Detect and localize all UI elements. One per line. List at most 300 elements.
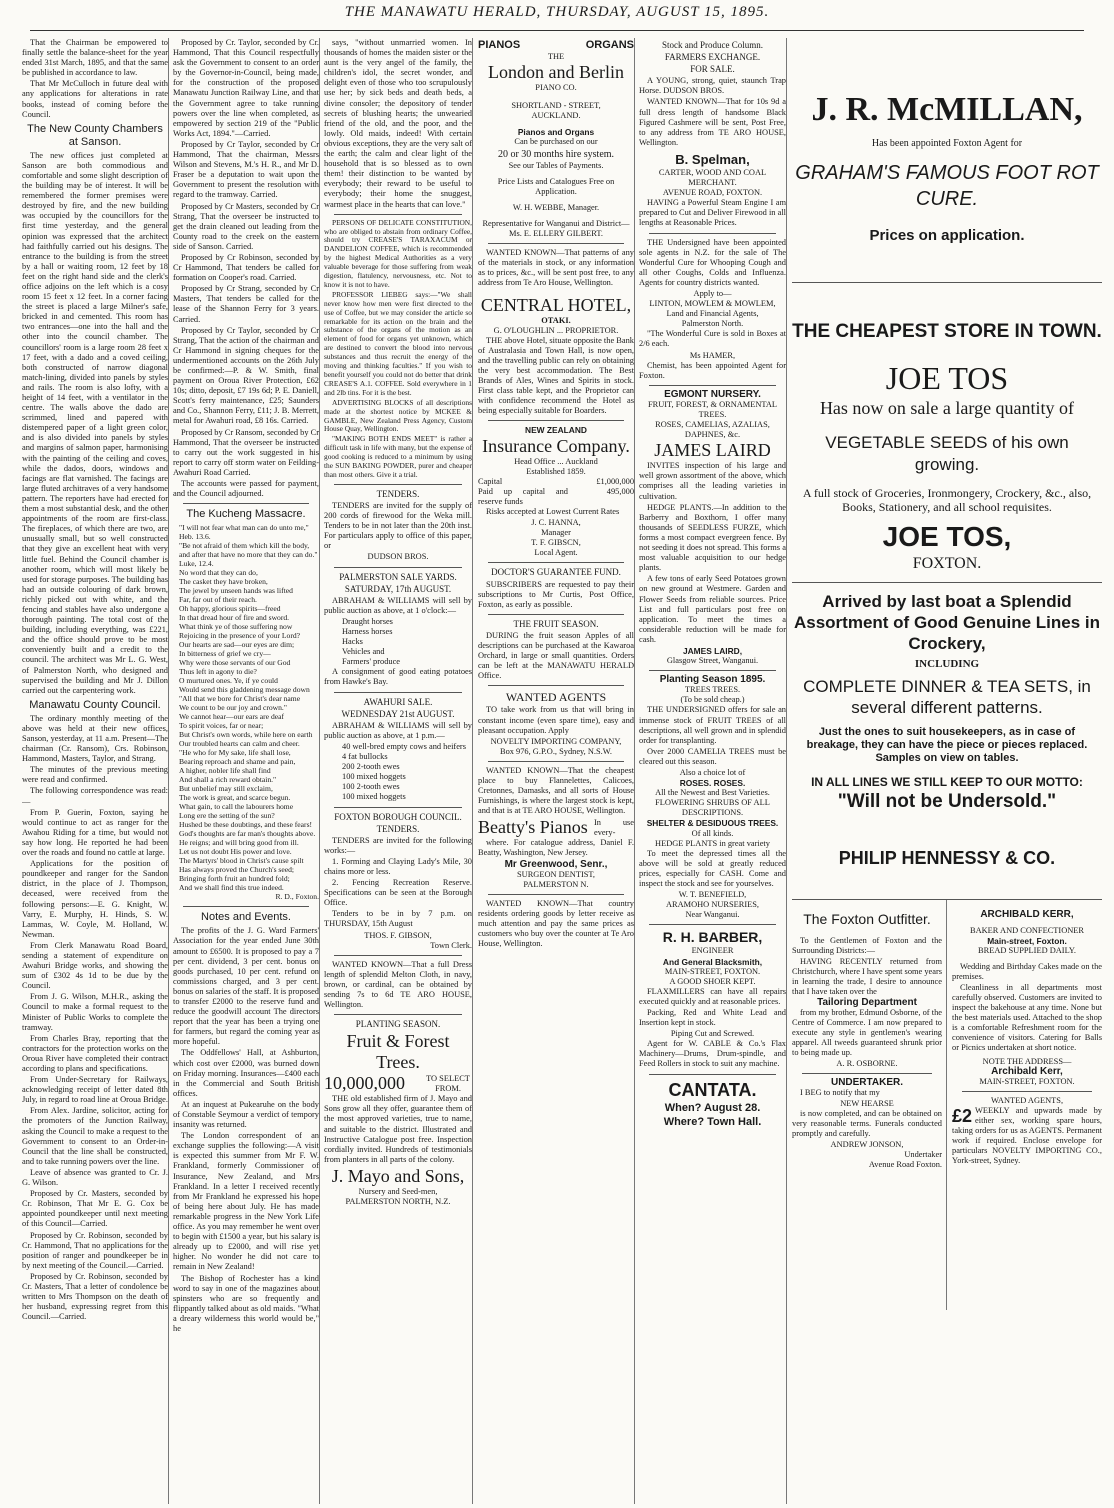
foxton: FOXTON. (912, 555, 982, 572)
divider (334, 955, 462, 956)
piano-co: PIANO CO. (535, 83, 577, 93)
mayo-sub: Nursery and Seed-men, (358, 1186, 438, 1196)
newest: All the Newest and Best Varieties. (655, 788, 770, 798)
awahuri-heading: AWAHURI SALE. (363, 696, 433, 707)
list-item: 4 fat bullocks (342, 752, 388, 762)
divider (488, 562, 624, 563)
sale-yards-heading: PALMERSTON SALE YARDS. (339, 571, 457, 582)
arrived: Arrived by last boat a Splendid Assortment of Good Genuine Lines in Crockery, (793, 592, 1101, 653)
list-item: To spirit voices, far or near; (179, 721, 264, 731)
on-sale: Has now on sale a large quantity of (819, 398, 1075, 418)
mcmillan: J. R. McMILLAN, (811, 91, 1083, 128)
main-street-2: MAIN-STREET, FOXTON. (979, 1077, 1075, 1086)
hamer: Ms HAMER, (689, 350, 736, 360)
tenders-heading: TENDERS. (376, 488, 420, 499)
spelman: B. Spelman, (675, 151, 750, 167)
hotel-text: THE above Hotel, situate opposite the Bank of Australasia and Town Hall, is now open, and the travelling public can rely on obtaining the very best accommodation. The Best Brands of Ales, Wines and Spirits in stock. First class table kept, and the Proprietor can with confidence recommend the Hotel as being especially suitable for Boarders. (478, 335, 634, 416)
divider (334, 484, 462, 485)
undertaker-role: Undertaker (904, 1150, 942, 1159)
list-item: Has always proved the Church's seed; (179, 865, 295, 875)
central-hotel: CENTRAL HOTEL, (480, 294, 632, 315)
land: Land and Financial Agents, (666, 309, 759, 319)
article-text: Proposed by Cr Taylor, seconded by Cr Hammond, That the chairman, Messrs Wilson and Stevens, M.'s H. R., and Mr D. Fraser be a deputation to wait upon the Government to present the resolution with regard to the tramway. Carried. (173, 139, 319, 200)
shelter: SHELTER & DESIDUOUS TREES. (646, 818, 779, 829)
completed: is now completed, and can be obtained on very reasonable terms. Funerals conducted promptly and carefully. (792, 1109, 942, 1138)
borough-text: 1. Forming and Claying Lady's Mile, 30 chains more or less. (324, 856, 472, 876)
headline-county-council: Manawatu County Council. (29, 698, 161, 711)
list-item: But unbelief may still exclaim, (179, 784, 273, 794)
glasgow: Glasgow Street, Wanganui. (666, 656, 759, 666)
list-item: Our hearts are sad—our eyes are dim; (179, 640, 295, 650)
article-text: From Charles Bray, reporting that the contractors for the protection works on the Oroua River have completed their contract according to plans and specifications. (22, 1033, 168, 1073)
list-item: What think ye of those suffering now (179, 622, 293, 632)
depressed: To meet the depressed times all the above will be sold at greatly reduced prices, especially for CASH. Come and inspect the stock and see for yourselves. (639, 848, 786, 889)
list-item: O murtured ones. Ye, if ye could (179, 676, 278, 686)
list-item: A higher, nobler life shall find (179, 766, 271, 776)
poem-author: R. D., Foxton. (275, 892, 319, 902)
head-office: Head Office ... Auckland (514, 456, 598, 466)
divider (802, 1073, 932, 1074)
wanted-known: WANTED KNOWN—That patterns of any of the materials in stock, or any information as to prices, &c., will be sent post free, to any address from Te Aro House, Wellington. (478, 248, 634, 288)
divider (649, 385, 776, 386)
where: Where? Town Hall. (663, 1115, 762, 1128)
outfitter: The Foxton Outfitter. (803, 911, 931, 927)
undersigned: THE UNDERSIGNED offers for sale an immense stock of FRUIT TREES of all descriptions, all well grown and in splendid order for transplanting. (639, 705, 786, 745)
list-item: What gain, to call the labourers home (179, 802, 294, 812)
undertaker: UNDERTAKER. (830, 1077, 904, 1088)
article-text: The Oddfellows' Hall, at Ashburton, which cost over £2000, was burned down on Friday morning. Insurances—£400 each in the Commercial and South British offices. (173, 1048, 319, 1098)
cure: "The Wonderful Cure is sold in Boxes at 2/6 each. (639, 329, 786, 349)
column-3 (324, 38, 473, 1504)
divider (792, 282, 1102, 283)
beatty-text: where. For catalogue address, Daniel F. Beatty, Washington, New Jersey. (478, 838, 634, 858)
divider (488, 894, 624, 895)
divider (962, 1091, 1092, 1092)
borough-text: 2. Fencing Recreation Reserve. Specifications can be seen at the Borough Office. (324, 878, 472, 908)
joe-tos-2: JOE TOS, (882, 521, 1012, 552)
po-text: Can be purchased on our (514, 137, 598, 147)
general: And General Blacksmith, (662, 956, 763, 967)
list-item: The jewel by unseen hands was lifted (179, 586, 293, 596)
organs-label: ORGANS (585, 39, 634, 51)
article-text: Applications for the position of poundkeeper and ranger for the Sandon district, in the place of J. Thompson, deceased, were received from the following persons:—E. G. Knight, W. Varry, E. Murphy, H. Hinds, S. W. Lammas, W. Coyle, M. Holland, W. Newman. (22, 859, 168, 939)
doctors-text: SUBSCRIBERS are requested to pay their subscriptions to Mr Curtis, Post Office, Foxton, as early as possible. (478, 579, 634, 609)
list-item: Let us not doubt His power and love. (179, 847, 292, 857)
headline-county-chambers: The New County Chambers at Sanson. (27, 122, 163, 148)
sale-date: SATURDAY, 17th AUGUST. (344, 583, 452, 594)
cheap: (To be sold cheap.) (680, 695, 745, 705)
motto: IN ALL LINES WE STILL KEEP TO OUR MOTTO: (811, 775, 1083, 789)
article-text: At an inquest at Pukearuhe on the body of Constable Seymour a verdict of tempory insanity was returned. (173, 1099, 319, 1130)
chemist: Chemist, has been appointed Agent for Foxton. (639, 360, 786, 380)
main-street: Main-street, Foxton. (987, 936, 1067, 946)
james-laird: JAMES LAIRD (654, 440, 771, 461)
fruit-season: THE FRUIT SEASON. (513, 618, 599, 629)
to-gentlemen: To the Gentlemen of Foxton and the Surrounding Districts:— (792, 936, 942, 955)
po-text: See our Tables of Payments. (508, 160, 604, 170)
ad-baking-powder: "MAKING BOTH ENDS MEET" is rather a difficult task in life with many, but the expense of good cooking is reduced to a minimum by using the SUN BAKING POWDER, purer and cheaper than most others. Give it a trial. (324, 434, 472, 479)
hanna: J. C. HANNA, (531, 518, 581, 528)
article-text: The ordinary monthly meeting of the above was held at their new offices, Sanson, yesterday, at 11 a.m. Present—The chairman (Cr. Ransom), Crs. Robinson, Hammond, Masters, Taylor, and Strang. (22, 713, 168, 764)
carter: CARTER, WOOD AND COAL MERCHANT. (658, 167, 767, 188)
column-1 (22, 38, 169, 1504)
awahuri-date: WEDNESDAY 21st AUGUST. (341, 708, 455, 719)
beatty-pianos: Beatty's Pianos (478, 817, 588, 838)
article-text: From Clerk Manawatu Road Board, sending a statement of expenditure on Awahuri Bridge works, and showing the sum of £302 4s 1d to be due by the Council. (22, 940, 168, 991)
list-item: "Be not afraid of them which kill the body, and after that have no more that they can do." Luke, 12.4. (179, 541, 318, 569)
cantata: CANTATA. (668, 1079, 757, 1100)
divider (334, 1014, 462, 1015)
divider (334, 807, 462, 808)
list-item: Harness horses (342, 627, 393, 636)
divider (183, 906, 309, 907)
trees-count: 10,000,000 (324, 1073, 405, 1094)
nz-label: NEW ZEALAND (525, 425, 587, 436)
kerr: ARCHIBALD KERR, (980, 909, 1074, 920)
graham: GRAHAM'S FAMOUS FOOT ROT CURE. (795, 162, 1099, 210)
list-item: Bringing forth fruit an hundred fold; (179, 874, 290, 884)
column-2 (173, 38, 320, 1504)
borough-text: Tenders to be in by 7 p.m. on THURSDAY, 15th August (324, 909, 472, 929)
pianos-organs: Pianos and Organs (517, 127, 595, 138)
paid-value: 495,000 (606, 486, 634, 496)
otaki: OTAKI. (541, 315, 571, 325)
list-item: Draught horses (342, 616, 393, 626)
stock-produce: Stock and Produce Column. (662, 40, 763, 50)
bottom-ads (792, 900, 1102, 1320)
packing: Packing, Red and White Lead and Insertion kept in stock. (639, 1007, 786, 1028)
mayo-name: J. Mayo and Sons, (331, 1165, 465, 1186)
list-item: "I will not fear what man can do unto me," Heb. 13.6. (179, 523, 309, 542)
hearse: NEW HEARSE (840, 1099, 894, 1108)
article-text: From P. Guerin, Foxton, saying he would continue to act as ranger for the Awahou Riding for a time, but would not say how long. He reported he had been over the roads and found no cattle at large. (22, 807, 168, 858)
barber: R. H. BARBER, (662, 929, 763, 946)
article-text: Proposed by Cr Taylor, seconded by Cr Strang, That the action of the chairman and Cr Hammond in signing cheques for the undermentioned accounts on the 26th July be confirmed:—P. & W. Smith, final payment on Oroua River Protection, £62 10s; ditto, deposit, £7 19s 6d; P. E. Daniell, Scott's ferry maintenance, £25; Saunders and Co., Shannon Ferry, £11; J. B. Merrett, metal for Awahuri road, £8 16s. Carried. (173, 325, 319, 426)
borough-role: Town Clerk. (430, 940, 472, 950)
undersold: "Will not be Undersold." (837, 791, 1057, 812)
choice: Also a choice lot of (679, 768, 746, 777)
palmerston: PALMERSTON N. (523, 879, 589, 889)
list-item: Oh happy, glorious spirits—freed (179, 604, 281, 614)
list-item: We count to be our joy and crown." (179, 703, 287, 713)
linton: LINTON, MOWLEM & MOWLEM, (649, 299, 776, 309)
near: Near Wanganui. (685, 910, 740, 920)
ad-blocks: ADVERTISING BLOCKS of all descriptions made at the shortest notice by MCKEE & GAMBLE, New Zealand Press Agency, Custom House Quay, Wellington. (324, 397, 472, 434)
borough-signature: THOS. F. GIBSON, (364, 930, 432, 940)
gilbert: Ms. E. ELLERY GILBERT. (509, 229, 603, 239)
article-text: From J. G. Wilson, M.H.R., asking the Council to make a formal request to the Minister of Public Works to complete the tramway. (22, 992, 168, 1032)
article-text: Leave of absence was granted to Cr. J. G. Wilson. (22, 1167, 168, 1188)
list-item: The Martyrs' blood in Christ's cause spilt (179, 856, 304, 866)
ad-liebeg: PROFESSOR LIEBEG says:—"We shall never know how men were first directed to the use of Coffee, but we may consider the article so remarkable for its action on the brain and the substance of the organs of the motion as an element of food for organs yet unknown, which are destined to convert the blood into nervous substances and thus recruit the energy of the moving and thinking faculties." If you wish to benefit yourself you could not do better that drink CREASE'S A.1. COFFEE. Sold everywhere in 1 and 2lb tins. For it is the best. (324, 289, 472, 397)
article-text: From Under-Secretary for Railways, acknowledging receipt of letter dated 8th July, in regard to road line at Oroua Bridge. (22, 1075, 168, 1105)
auckland: AUCKLAND. (531, 111, 581, 121)
list-item: 40 well-bred empty cows and heifers (342, 741, 466, 751)
gibson-role: Local Agent. (534, 548, 578, 558)
kerr-ad (952, 900, 1102, 1310)
divider (334, 692, 462, 693)
gibson: T. F. GIBSCN, (531, 538, 581, 548)
outfitter-ad (792, 900, 947, 1310)
list-item: In that dread hour of fire and sword. (179, 613, 290, 623)
po-hire: 20 or 30 months hire system. (497, 148, 615, 160)
masthead-title: THE MANAWATU HERALD, THURSDAY, AUGUST 15, 1895. (344, 4, 770, 20)
foxton-borough-heading: FOXTON BOROUGH COUNCIL. (334, 811, 462, 822)
list-item: The casket they have broken, (179, 577, 268, 587)
wedding: Wedding and Birthday Cakes made on the premises. (952, 962, 1102, 981)
note: NOTE THE ADDRESS— (982, 1057, 1072, 1066)
foxton-borough-sub: TENDERS. (376, 823, 420, 834)
article-text: says, "without unmarried women. In thousands of homes the maiden sister or the aunt is the very angel of the family, the children's idol, the secret wonder, and delight even of those who too scrupulously use her; by sick beds and death beds, a divine consoler; the depository of tender secrets of blushing hearts; the unwearied friend of the old, and the poor, and the lowly. Old maids, indeed! With certain obvious exceptions, they are the very salt of the earth; the calm and clear light of the household that is so blessed as to own them! their distinction to be wanted by everybody; their reward to be useful to everybody; their home the snuggest, warmest place in the hearts that can love." (324, 38, 472, 209)
pn: Palmerston North. (681, 319, 744, 329)
sale-text: A consignment of good eating potatoes from Hawke's Bay. (324, 667, 472, 687)
farmers-exchange: FARMERS EXCHANGE. (664, 52, 761, 63)
wanted-known: WANTED KNOWN—That the cheapest place to buy Flannelettes, Calicoes, Cretonnes, Damasks, and all sorts of House Furnishings, is where the largest stock is kept, and that is at TE ARO HOUSE, Wellington. (478, 765, 634, 816)
fruit-forest-heading: Fruit & Forest Trees. (346, 1031, 450, 1073)
jonson: ANDREW JONSON, (830, 1140, 904, 1149)
article-text: Proposed by Cr Robinson, seconded by Cr Hammond, That tenders be called for formation on Cooper's road. Carried. (173, 252, 319, 283)
vegetable: VEGETABLE SEEDS of his own growing. (825, 433, 1069, 474)
list-item: Would send this gladdening message down (179, 685, 310, 695)
divider (649, 233, 776, 234)
tailoring: Tailoring Department (817, 997, 917, 1008)
list-item: "All that we bore for Christ's dear name (179, 694, 301, 704)
beatty-side: In use every- (594, 817, 634, 837)
hedge2: HEDGE PLANTS in great variety (655, 838, 770, 848)
list-item: Hacks (342, 637, 363, 647)
article-text: From Alex. Jardine, solicitor, acting for the promoters of the Junction Railway, asking the Council to make a request to the Government to consent to an Order-in-Council that the line shall be constructed, and to take running powers over the line. (22, 1106, 168, 1166)
bread: BREAD SUPPLIED DAILY. (978, 946, 1076, 955)
cheapest: THE CHEAPEST STORE IN TOWN. (792, 321, 1102, 342)
column-5 (639, 38, 787, 1504)
list-item: Bearing reproach and shame and pain, (179, 757, 296, 767)
prices: Prices on application. (869, 227, 1025, 244)
engineer: ENGINEER (691, 946, 734, 956)
list-item: No word that they can do, (179, 568, 258, 578)
insurance-company: Insurance Company. (482, 435, 630, 456)
camelia: Over 2000 CAMELIA TREES must be cleared out this season. (639, 746, 786, 766)
divider (488, 614, 624, 615)
kerr-2: Archibald Kerr, (991, 1066, 1063, 1077)
full-stock: A full stock of Groceries, Ironmongery, Crockery, &c., also, Books, Stationery, and all school requisites. (802, 486, 1092, 514)
pound-sign: £2 (952, 1106, 973, 1126)
list-item: Our troubled hearts can calm and cheer. (179, 739, 300, 749)
shortland: SHORTLAND - STREET, (511, 101, 601, 111)
ad-crease-coffee: PERSONS OF DELICATE CONSTITUTION, who are obliged to abstain from ordinary Coffee, should try CREASE'S TARAXACUM or DANDELION COFFEE, which is recommended by the highest Medical Authorities as a very valuable beverage for those suffering from weak digestion, flatulency, nervousness, etc. Not to know it is not to have. (324, 217, 472, 289)
divider (183, 503, 309, 504)
complete: COMPLETE DINNER & TEA SETS, in several different patterns. (803, 677, 1091, 717)
agents-text: WEEKLY and upwards made by either sex, working spare hours, taking orders for us as AGENTS. Permanent work if required. Enclose envelope for particulars NOVELTY IMPORTING CO., York-street, Sydney. (952, 1106, 1102, 1165)
divider (488, 420, 624, 421)
article-text: The profits of the J. G. Ward Farmers' Association for the year ended June 30th amount to £6500. It is proposed to pay a 7 per cent. dividend, 3 per cent. bonus on goods purchased, 10 per cent. refund on commissions charged, and 3 per cent. bonus on salaries of the staff. It is proposed to transfer £2000 to the reserve fund and reduce the goodwill account The directors report that the year has been a trying one for farmers, but regard the coming year as more hopeful. (173, 926, 319, 1047)
article-text: Proposed by Cr. Robinson, seconded by Cr. Hammond, That no applications for the position of ranger and poundkeeper be in by next meeting of the Council.—Carried. (22, 1230, 168, 1270)
divider (334, 567, 462, 568)
wanted-known: WANTED KNOWN—That a full Dress length of splendid Melton Cloth, in navy, brown, or cardinal, can be obtained by sending 7s to 6d TE ARO HOUSE, Wellington. (324, 959, 472, 1010)
including: INCLUDING (914, 658, 980, 670)
article-text: Proposed by Cr Strang, seconded by Cr Masters, That tenders be called for the lease of the Shannon Ferry for 3 years. Carried. (173, 284, 319, 324)
roses: ROSES, CAMELIAS, AZALIAS, DAPHNES, &c. (655, 420, 770, 440)
article-text: Proposed by Cr. Masters, seconded by Cr. Robinson, That Mr E. G. Cox be appointed poundkeeper until next meeting of this Council—Carried. (22, 1189, 168, 1229)
list-item: "He who for My sake, life shall lose, (179, 748, 291, 758)
avenue: AVENUE ROAD, FOXTON. (662, 188, 763, 198)
fruit-text: DURING the fruit season Apples of all descriptions can be purchased at the Kawaroa Orchard, in large or small quantities. Orders can be left at the MANAWATU HERALD Office. (478, 630, 634, 681)
brother: from my brother, Edmund Osborne, of the Centre of Commerce. I am now prepared to execute any style in gentlemen's wearing apparel. All tweeds guaranteed shrunk prior to being made up. (792, 1008, 942, 1057)
planting-season-heading: PLANTING SEASON. (355, 1019, 441, 1030)
pianos-label: PIANOS (478, 39, 521, 51)
cure-agents: THE Undersigned have been appointed sole agents in N.Z. for the sale of The Wonderful Cure for Whooping Cough and all other Coughs, Colds and Influenza. Agents for country districts wanted. (639, 237, 786, 287)
list-item: 100 2-tooth ewes (342, 782, 400, 792)
list-item: 100 mixed hoggets (342, 792, 406, 802)
seed-text: A few tons of early Seed Potatoes grown on new ground at Westmere. Garden and Flower Seeds from reliable sources. Price List and full particulars post free on application. To meet the times a considerable reduction will be made for cash. (639, 574, 786, 644)
avenue-road: Avenue Road Foxton. (868, 1160, 942, 1169)
awahuri-items (342, 742, 472, 803)
engine: HAVING a Powerful Steam Engine I am prepared to Cut and Deliver Firewood in all lengths at Reasonable Prices. (639, 198, 786, 228)
having: HAVING RECENTLY returned from Christchurch, where I have spent some years in learning the trade, I desire to announce that I have taken over the (792, 957, 943, 996)
the-label: THE (547, 52, 565, 61)
article-text: Proposed by Cr. Robinson, seconded by Cr. Masters, That a letter of condolence be written to Mrs Thompson on the death of her husband, expressing regret from this Council.—Carried. (22, 1271, 168, 1322)
borough-text: TENDERS are invited for the following works:— (324, 835, 472, 855)
awahuri-text: ABRAHAM & WILLIAMS will sell by public auction as above, at 1 p.m.— (324, 720, 472, 740)
list-item: We cannot hear—our ears are deaf (179, 712, 285, 722)
divider (488, 761, 624, 762)
agent: Agent for W. CABLE & Co.'s Flax Machinery—Drums, Drum-spindle, and Feed Rollers in stock to suit any machine. (639, 1039, 786, 1069)
hedge-text: HEDGE PLANTS.—In addition to the Barberry and Boxthorn, I offer many thousands of SEEDLESS FURZE, which forms a most compact evergreen fence. By not seeding it does not spread. This forms a most valuable acquisition to our hedge plants. (639, 502, 786, 573)
laird-text: INVITES inspection of his large and well grown assortment of the above, which comprises all the leading varieties in cultivation. (639, 461, 786, 501)
osborne: A. R. OSBORNE. (836, 1059, 898, 1068)
hanna-role: Manager (541, 528, 571, 538)
mayo-text: THE old established firm of J. Mayo and Sons grow all they offer, guarantee them of the most approved varieties, true to name, and suitable to the district. Illustrated and Instructive Catalogue post free. Inspection cordially invited. Hundreds of testimonials from planters in all parts of the colony. (324, 1094, 472, 1164)
trees: TREES TREES. (684, 685, 741, 695)
masthead (0, 0, 1114, 36)
divider (488, 243, 624, 244)
column-4 (478, 38, 635, 1504)
list-item: God's thoughts are far man's thoughts above. (179, 829, 316, 839)
when: When? August 28. (664, 1101, 761, 1114)
tenders-text: TENDERS are invited for the supply of 200 cords of firewood for the Weka mill. Tenders to be in not later than the 20th inst. For particulars apply to office of this paper, or (324, 500, 472, 551)
agents-text: TO take work from us that will bring in constant income (even spare time), easy and pleasant occupation. Apply (478, 705, 634, 735)
clean: Cleanliness in all departments most carefully observed. Customers are invited to inspect the bakehouse at any time. None but the best materials used. Attached to the shop is a comfortable Refreshment room for the convenience of visitors. Catering for Balls or Picnics undertaken at short notice. (952, 983, 1102, 1052)
po-text: Price Lists and Catalogues Free on Application. (497, 176, 615, 196)
roses2: ROSES. ROSES. (679, 778, 746, 789)
list-item: Farmers' produce (342, 657, 401, 667)
article-text: That the Chairman be empowered to finally settle the balance-sheet for the year ended 31st March, 1895, and that the same be published in accordance to law. (22, 38, 168, 78)
wanted-known: WANTED KNOWN—That country residents ordering goods by letter receive as much attention and pay the same prices as customers who buy over the counter at Te Aro House, Wellington. (478, 898, 634, 949)
list-item: 100 mixed hoggets (342, 772, 406, 782)
article-text: The new offices just completed at Sanson are both commodious and comfortable and some slight description of the building may be of interest. It will be remembered the former premises were destroyed by fire, and the new building was occupied by the councillors for the first time yesterday, and the general opinion was expressed that the architect had faithfully carried out his designs. The entrance to the building is from the street by a hall or waiting room, 12 feet by 18 feet on the right hand side and the clerk's office adjoins on the left which is a cosy room 15 feet x 12 feet. In a corner facing the street is placed a large Milner's safe, bricked in and cemented. This room has two entrances—one into the hall and the other into the council chamber. The councillors' room is a large room 28 feet x 17 feet, with a dado and a coved ceiling, both constructed of narrow diagonal match-lining, divided into panels by styles and rails. The room is also lofty, with a height of 14 feet, with a ventilator in the centre. The walls above the dado are scrimmed, lined and papered with distempered paper of a light green color, and is also divided into panels by styles and margins of salmon paper, harmonising with the painting of the ceiling and coves, while the dados, doors, windows and facings are flat varnished. The facings are large fluted architraves of a very handsome pattern. The reporters have had erected for them a most substantial desk, and the other appointments of the room are first-class. The fireplaces, of which there are two, are unusually small, but so well constructed that they give an excellent heat with very little fuel. Behind the Council chamber is another room, which will most likely be used for storage purposes. The building has had an outside colouring of dark brown, richly picked out with white, and the fencing and stables have also undergone a thorough painting. The total cost of the building, including everything, was £221, and the office should prove to be most conveniently built and a credit to the council. The architect was Mr L. G. West, of Palmerston North, who designed and supervised the building and Mr J. Dillon carried out the carpentering work. (22, 150, 168, 695)
article-text: Proposed by Cr. Taylor, seconded by Cr. Hammond, That this Council respectfully ask the Government to consent to an order by the Governor-in-Council, being made, for the construction of the proposed Manawatu Junction Railway Line, and that the Government agree to take running powers over the line when completed, as empowered by section 219 of the "Public Works Act, 1894."—Carried. (173, 38, 319, 138)
baker: BAKER AND CONFECTIONER (970, 926, 1084, 935)
mayo-address: PALMERSTON NORTH, N.Z. (345, 1197, 451, 1207)
shoer: A GOOD SHOER KEPT. (669, 976, 756, 986)
capital-value: £1,000,000 (596, 476, 634, 486)
article-text: The accounts were passed for payment, and the Council adjourned. (173, 479, 319, 499)
divider (649, 1074, 776, 1075)
greenwood: Mr Greenwood, Senr., (504, 858, 608, 870)
article-text: The following correspondence was read:— (22, 786, 168, 806)
list-item: Hushed be these doubtings, and these fears! (179, 820, 313, 830)
headline-kucheng: The Kucheng Massacre. (186, 508, 306, 521)
capital-label: Capital (478, 476, 503, 486)
article-text: The London correspondent of an exchange supplies the following:—A visit is expected this summer from Mr F. W. Frankland, formerly Commissioner of Insurance, New Zealand, and Mrs Frankland. In a letter I received recently from Mr Frankland he expressed his hope of being here about July. He has made remarkable progress in the New York Life office. As you may remember he went over to begin with £1500 a year, but his salary is already up to £2000, and will rise yet higher. No wonder he did not care to remain in New Zealand! (173, 1131, 319, 1272)
list-item: Rejoicing in the presence of your Lord? (179, 631, 301, 641)
divider (649, 670, 776, 671)
beg: I BEG to notify that my (800, 1088, 880, 1097)
article-text: The minutes of the previous meeting were read and confirmed. (22, 765, 168, 785)
aramoho: ARAMOHO NURSERIES, (665, 900, 760, 910)
egmont: EGMONT NURSERY. (664, 388, 761, 400)
article-text: The Bishop of Rochester has a kind word to say in one of the magazines about spinsters who are so frequently and flippantly talked about as old maids. "What a dreary wilderness this world would be," he (173, 1273, 319, 1333)
list-item: And we shall find this true indeed. (179, 883, 284, 893)
trees-select: TO SELECT FROM. (426, 1073, 470, 1093)
wanted-agents: WANTED AGENTS (505, 690, 607, 705)
list-item: But Christ's own words, while here on earth (179, 730, 313, 740)
masthead-rule (30, 30, 1084, 31)
tenders-signature: DUDSON BROS. (367, 552, 429, 562)
list-item: He reigns; and will bring good from ill. (179, 838, 299, 848)
divider (792, 582, 1102, 583)
flowering: FLOWERING SHRUBS OF ALL DESCRIPTIONS. (655, 798, 770, 818)
list-item: Vehicles and (342, 647, 385, 657)
fruit-trees: FRUIT, FOREST, & ORNAMENTAL TREES. (647, 399, 778, 419)
divider (488, 685, 624, 686)
joe-tos: JOE TOS (885, 360, 1009, 396)
wanted-known: WANTED KNOWN—That for 10s 9d a full dress length of handsome Black Figured Cashmere will be sent, Post Free, to any address from TE ARO HOUSE, Wellington. (639, 97, 786, 147)
apply: Apply to— (693, 288, 732, 298)
wanted-agents: WANTED AGENTS, (990, 1096, 1064, 1105)
headline-notes-events: Notes and Events. (201, 911, 291, 924)
laird-sig: JAMES LAIRD, (682, 645, 743, 656)
proprietor: G. O'LOUGHLIN ... PROPRIETOR. (493, 325, 619, 335)
box: Box 976, G.P.O., Sydney, N.S.W. (500, 746, 612, 756)
paid-label: Paid up capital and reserve funds (478, 486, 568, 506)
flax: FLAXMILLERS can have all repairs executed quickly and at reasonable prices. (639, 986, 786, 1006)
webbe: W. H. WEBBE, Manager. (512, 202, 600, 212)
doctors-fund: DOCTOR'S GUARANTEE FUND. (491, 567, 621, 578)
column-6 (792, 38, 1102, 1504)
article-text: Proposed by Cr Masters, seconded by Cr Strang, That the overseer be instructed to get the drain cleaned out leading from the County road to the creek on the eastern side of Sanson. Carried. (173, 201, 319, 251)
divider (334, 214, 462, 215)
list-item: Thus left in agony to die? (179, 667, 257, 677)
main: MAIN-STREET, FOXTON. (664, 966, 761, 976)
rep: Representative for Wanganui and District— (482, 218, 630, 228)
for-sale-text: A YOUNG, strong, quiet, staunch Trap Horse. DUDSON BROS. (639, 76, 786, 96)
hennessy: PHILIP HENNESSY & CO. (838, 848, 1056, 868)
list-item: 200 2-tooth ewes (342, 762, 400, 772)
article-text: Proposed by Cr Ransom, seconded by Cr Hammond, That the overseer be instructed to carry out the work suggested in his report to carry off storm water on Feilding-Awahuri Road Carried. (173, 427, 319, 477)
appointed: Has been appointed Foxton Agent for (871, 138, 1023, 149)
novelty: NOVELTY IMPORTING COMPANY, (490, 736, 622, 746)
just: Just the ones to suit housekeepers, as in case of breakage, they can have the piece or pieces replaced. Samples on view on tables. (806, 726, 1088, 764)
sale-items (342, 617, 472, 667)
piping: Piping Cut and Screwed. (670, 1029, 755, 1039)
risks: Risks accepted at Lowest Current Rates (486, 507, 620, 516)
planting-1895: Planting Season 1895. (659, 674, 766, 686)
article-text: That Mr McCulloch in future deal with any applications for alterations in rate books, instead of coming before the Council. (22, 79, 168, 119)
list-item: And shall a rich reward obtain." (179, 775, 277, 785)
surgeon: SURGEON DENTIST, (516, 869, 595, 879)
london-berlin: London and Berlin (488, 62, 624, 83)
list-item: The work is great, and scarce begun. (179, 793, 291, 803)
list-item: Why were those servants of our God (179, 658, 291, 668)
list-item: In bitterness of grief we cry— (179, 649, 271, 659)
poem (173, 523, 319, 892)
sale-text: ABRAHAM & WILLIAMS will sell by public auction as above, at 1 o'clock:— (324, 595, 472, 615)
benefield: W. T. BENEFIELD, (678, 890, 747, 900)
established: Established 1859. (526, 466, 586, 476)
list-item: Far, far out of their reach. (179, 595, 257, 605)
for-sale: FOR SALE. (690, 64, 735, 75)
divider (649, 924, 776, 925)
